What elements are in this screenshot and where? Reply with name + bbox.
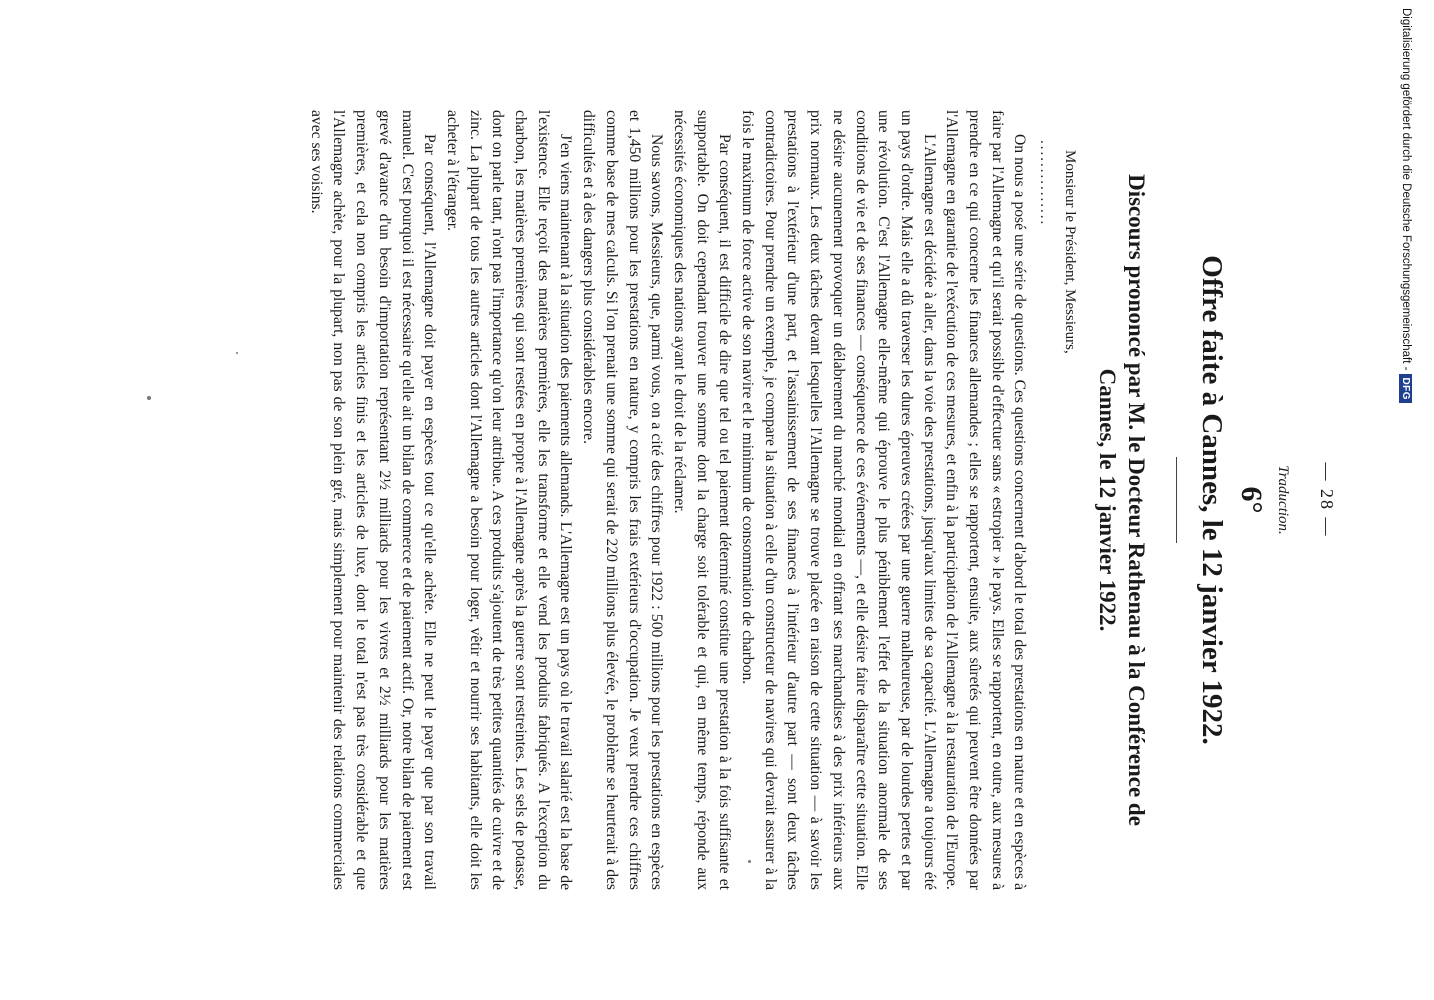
dfg-logo: DFG <box>1400 374 1413 403</box>
scan-speck <box>236 352 238 354</box>
paragraph: On nous a posé une série de questions. Ces questions concernent d'abord le total des prestations en nature et en espèces à faire par l'Allemagne et qu'il serait possible d'effectuer sans « estropier » le pays. Elles se rapportent, en outre, aux mesures à prendre en ce qui concerne les finances allemandes ; elles se rapportent, ensuite, aux sûretés qui peuvent être données par l'Allemagne en garantie de l'exécution de ces mesures, et enfin à la participation de l'Allemagne à la restauration de l'Europe. <box>943 110 1029 890</box>
paragraph: L'Allemagne est décidée à aller, dans la voie des prestations, jusqu'aux limites de sa capacité. L'Allemagne a toujours été un pays d'ordre. Mais elle a dû traverser les dures épreuves créées par une guerre malheureuse, par de lourdes pertes et par une révolution. C'est l'Allemagne elle-même qui éprouve le plus péniblement l'effet de la situation anormale de ses conditions de vie et de ses finances — conséquence de ces événements —, et elle désire faire disparaître cette situation. Elle ne désire aucunement provoquer un délabrement du marché mondial en offrant ses marchandises à des prix inférieurs aux prix normaux. Les deux tâches devant lesquelles l'Allemagne se trouve placée en raison de cette situation — à savoir les prestations à l'extérieur d'une part, et l'assainissement de ses finances à l'intérieur d'autre part — sont deux tâches contradictoires. Pour prendre un exemple, je compare la situation à celle d'un constructeur de navires qui devrait assurer à la fois le maximum de force active de son navire et le minimum de consommation de charbon. <box>739 110 938 890</box>
paragraph: Par conséquent, il est difficile de dire que tel ou tel paiement déterminé constitue une prestation à la fois suffisante et supportable. On doit cependant trouver une somme dont la charge soit tolérable et qui, en même temps, réponde aux nécessités économiques des nations ayant le droit de la réclamer. <box>670 110 734 890</box>
page-number: — 28 — <box>1317 462 1337 538</box>
salutation: Monsieur le Président, Messieurs, <box>1062 150 1079 354</box>
traduction-label: Traduction. <box>1275 465 1291 535</box>
paragraph: Par conséquent, l'Allemagne doit payer en espèces tout ce qu'elle achète. Elle ne peut le payer que par son travail manuel. C'est pourquoi il est nécessaire qu'elle ait un bilan de commerce et de paiement actif. Or, notre bilan de paiement est grevé d'avance d'un besoin d'importation représentant 2½ milliards pour les vivres et 2½ milliards pour les matières premières, et cela non compris les articles finis et les articles de luxe, dont le total n'est pas très considérable et que l'Allemagne achète, pour la plupart, non pas de son plein gré, mais simplement pour maintenir des relations commerciales avec ses voisins. <box>307 110 439 890</box>
main-title: Offre faite à Cannes, le 12 janvier 1922. <box>1196 255 1228 745</box>
body-text <box>304 110 1031 890</box>
scan-speck <box>147 396 151 400</box>
credit-text: Digitalisierung gefördert durch die Deutsche Forschungsgemeinschaft - <box>1400 8 1412 371</box>
title-rule <box>1176 457 1177 543</box>
ellipsis-line: ............... <box>1037 140 1054 227</box>
digitization-credit <box>1398 8 1414 401</box>
scan-speck <box>748 860 751 863</box>
paragraph: J'en viens maintenant à la situation des paiements allemands. L'Allemagne est un pays où le travail salarié est la base de l'existence. Elle reçoit des matières premières, elle les transforme et elle vend les produits fabriqués. A l'exception du charbon, les matières premières qui sont restées en propre à l'Allemagne après la guerre sont restreintes. Les sels de potasse, dont on parle tant, n'ont pas l'importance qu'on leur attribue. A ces produits s'ajoutent de très petites quantités de cuivre et de zinc. La plupart de tous les autres articles dont l'Allemagne a besoin pour loger, vêtir et nourrir ses habitants, elle doit les acheter à l'étranger. <box>443 110 575 890</box>
section-number: 6° <box>1235 486 1268 514</box>
speech-title: Discours prononcé par M. le Docteur Rathenau à la Conférence de Cannes, le 12 janvier 1922. <box>1095 174 1149 826</box>
document-page <box>177 110 1337 890</box>
paragraph: Nous savons, Messieurs, que, parmi vous, on a cité des chiffres pour 1922 : 500 millions pour les prestations en espèces et 1,450 millions pour les prestations en nature, y compris les frais extérieurs d'occupation. Je veux prendre ces chiffres comme base de mes calculs. Si l'on prenait une somme qui serait de 220 millions plus élevée, le problème se heurterait à des difficultés et à des dangers plus considérables encore. <box>580 110 666 890</box>
